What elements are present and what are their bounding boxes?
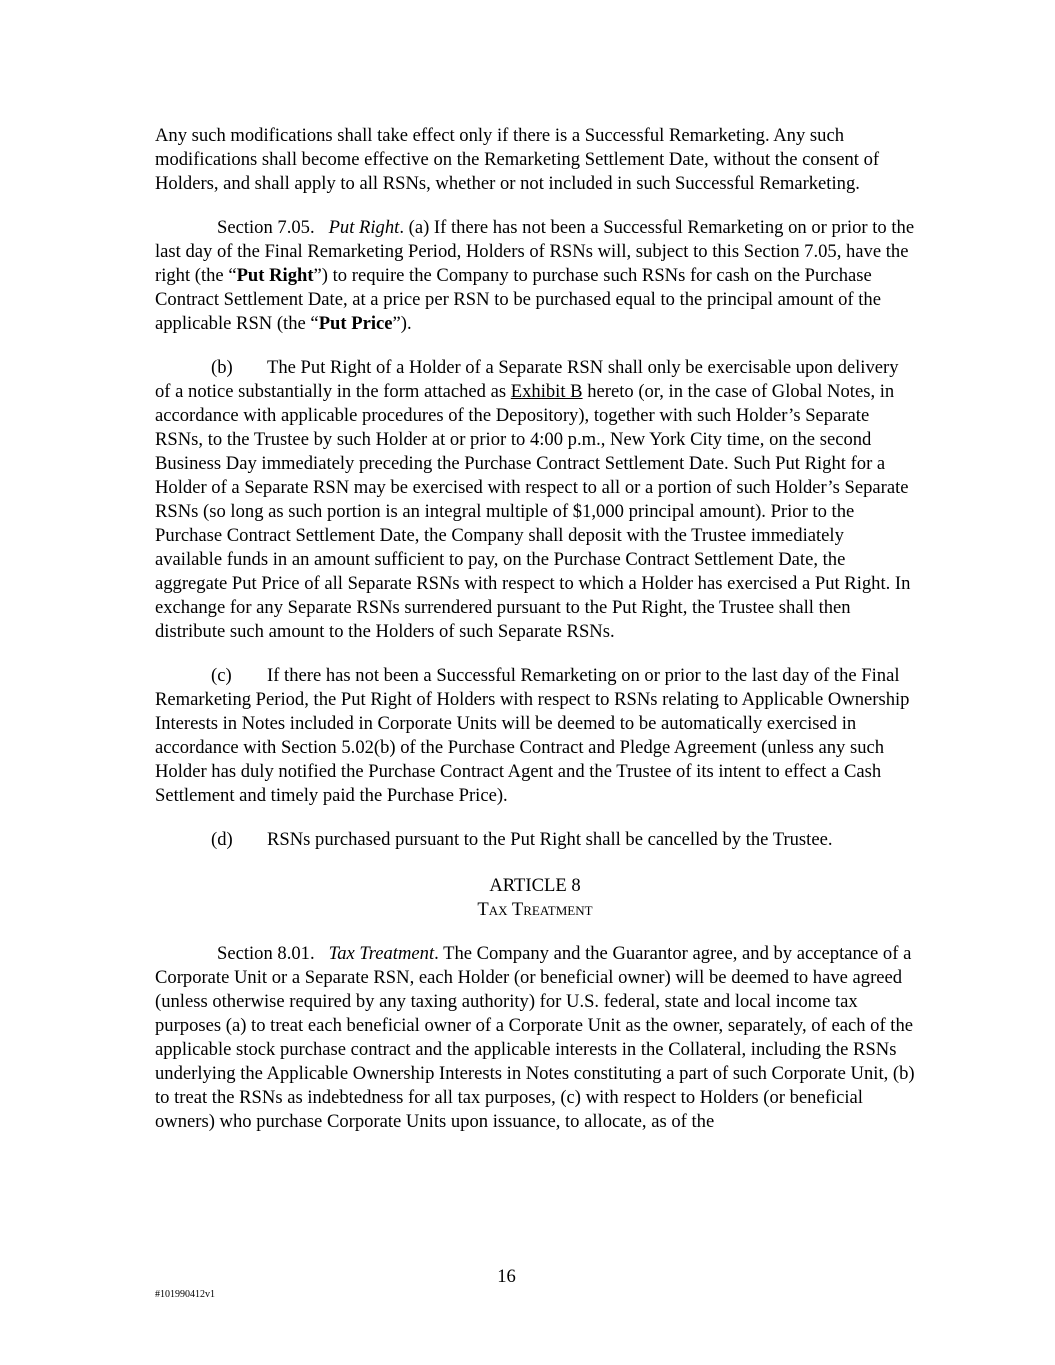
section-label: Section 8.01.	[217, 943, 315, 964]
subsection-text: The Put Right of a Holder of a Separate RSN shall only be exercisable upon delivery of a notice substantially in the form attached as	[155, 357, 899, 402]
subsection-text: If there has not been a Successful Remarketing on or prior to the last day of the Final Remarketing Period, the Put Right of Holders with respect to RSNs relating to Applicable Ownership Interests in Notes included in Corporate Units will be deemed to be automatically exercised in accordance with Section 5.02(b) of the Purchase Contract and Pledge Agreement (unless any such Holder has duly notified the Purchase Contract Agent and the Trustee of its intent to effect a Cash Settlement and timely paid the Purchase Price).	[155, 665, 910, 806]
section-7-05	[155, 216, 915, 336]
article-number: ARTICLE 8	[489, 875, 581, 896]
section-text: . (a) If there has not been a Successful Remarketing on or prior to the last day of the Final Remarketing Period, Holders of RSNs will, subject to this Section 7.05, have the right (the “	[155, 217, 915, 286]
section-text: . The Company and the Guarantor agree, and by acceptance of a Corporate Unit or a Separate RSN, each Holder (or beneficial owner) will be deemed to have agreed (unless otherwise required by any taxing authority) for U.S. federal, state and local income tax purposes (a) to treat each beneficial owner of a Corporate Unit as the owner, separately, of each of the applicable stock purchase contract and the applicable interests in the Collateral, including the RSNs underlying the Applicable Ownership Interests in Notes constituting a part of such Corporate Unit, (b) to treat the RSNs as indebtedness for all tax purposes, (c) with respect to Holders (or beneficial owners) who purchase Corporate Units upon issuance, to allocate, as of the	[155, 943, 915, 1132]
defined-term-put-right: Put Right	[236, 265, 314, 286]
subsection-label: (d)	[211, 829, 233, 850]
subsection-text: RSNs purchased pursuant to the Put Right shall be cancelled by the Trustee.	[267, 829, 833, 850]
section-title: Tax Treatment	[328, 943, 435, 964]
subsection-b	[155, 356, 915, 644]
section-text: ”).	[392, 313, 412, 334]
paragraph-modifications: Any such modifications shall take effect only if there is a Successful Remarketing. Any such modifications shall become effective on the Remarketing Settlement Date, without the consent of Holders, and shall apply to all RSNs, whether or not included in such Successful Remarketing.	[155, 125, 880, 194]
section-text: ”) to require the Company to purchase such RSNs for cash on the Purchase Contract Settlement Date, at a price per RSN to be purchased equal to the principal amount of the applicable RSN (the “	[155, 265, 881, 334]
section-label: Section 7.05.	[217, 217, 315, 238]
exhibit-b-reference[interactable]: Exhibit B	[510, 381, 583, 402]
subsection-c	[155, 664, 915, 808]
document-page	[155, 124, 915, 1134]
article-title: Tax Treatment	[477, 899, 593, 920]
document-id: #101990412v1	[155, 1289, 215, 1300]
subsection-label: (c)	[211, 665, 232, 686]
section-8-01	[155, 942, 915, 1134]
subsection-label: (b)	[211, 357, 233, 378]
subsection-text: hereto (or, in the case of Global Notes, in accordance with applicable procedures of the Depository), together with such Holder’s Separate RSNs, to the Trustee by such Holder at or prior to 4:00 p.m., New York City time, on the second Business Day immediately preceding the Purchase Contract Settlement Date. Such Put Right for a Holder of a Separate RSN may be exercised with respect to all or a portion of such Holder’s Separate RSNs (so long as such portion is an integral multiple of $1,000 principal amount). Prior to the Purchase Contract Settlement Date, the Company shall deposit with the Trustee immediately available funds in an amount sufficient to pay, on the Purchase Contract Settlement Date, the aggregate Put Price of all Separate RSNs with respect to which a Holder has exercised a Put Right. In exchange for any Separate RSNs surrendered pursuant to the Put Right, the Trustee shall then distribute such amount to the Holders of such Separate RSNs.	[155, 381, 911, 642]
page-number: 16	[497, 1266, 516, 1287]
section-title: Put Right	[328, 217, 400, 238]
subsection-d	[155, 828, 915, 852]
defined-term-put-price: Put Price	[318, 313, 393, 334]
